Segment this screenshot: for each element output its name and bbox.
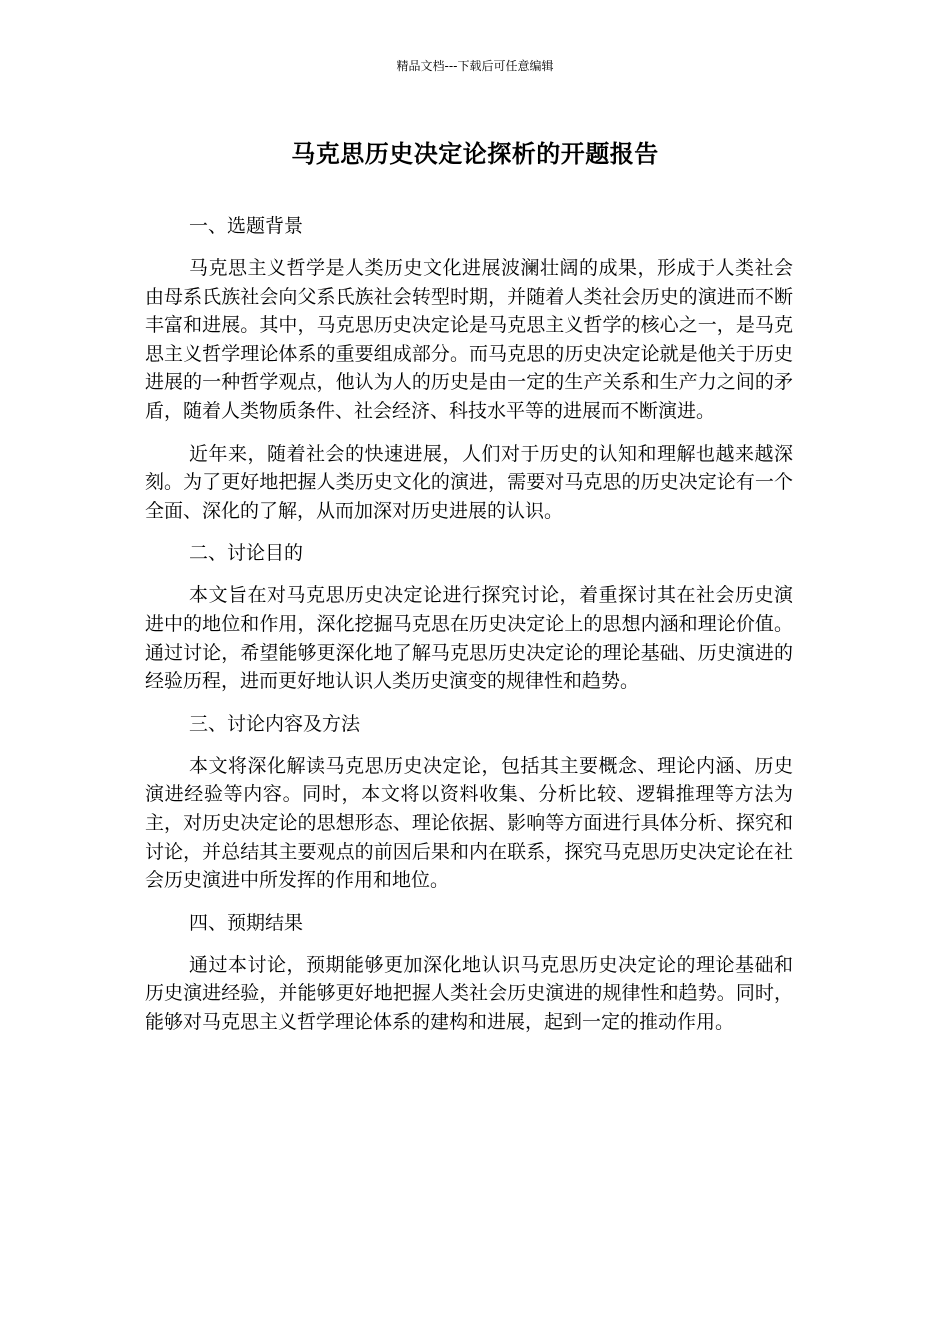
header-note: 精品文档---下载后可任意编辑 bbox=[396, 59, 554, 73]
section-heading-purpose: 二、讨论目的 bbox=[189, 542, 304, 565]
paragraph: 本文旨在对马克思历史决定论进行探究讨论，着重探讨其在社会历史演进中的地位和作用，深化挖掘马克思在历史决定论上的思想内涵和理论价值。通过讨论，希望能够更深化地了解马克思历史决定论的理论基础、历史演进的经验历程，进而更好地认识人类历史演变的规律性和趋势。 bbox=[145, 584, 793, 693]
document-title: 马克思历史决定论探析的开题报告 bbox=[291, 140, 659, 168]
paragraph: 近年来，随着社会的快速进展，人们对于历史的认知和理解也越来越深刻。为了更好地把握人类历史文化的演进，需要对马克思的历史决定论有一个全面、深化的了解，从而加深对历史进展的认识。 bbox=[145, 442, 793, 522]
paragraph: 通过本讨论，预期能够更加深化地认识马克思历史决定论的理论基础和历史演进经验，并能够更好地把握人类社会历史演进的规律性和趋势。同时，能够对马克思主义哲学理论体系的建构和进展，起到一定的推动作用。 bbox=[145, 953, 793, 1033]
paragraph: 马克思主义哲学是人类历史文化进展波澜壮阔的成果，形成于人类社会由母系氏族社会向父系氏族社会转型时期，并随着人类社会历史的演进而不断丰富和进展。其中，马克思历史决定论是马克思主义哲学的核心之一，是马克思主义哲学理论体系的重要组成部分。而马克思的历史决定论就是他关于历史进展的一种哲学观点，他认为人的历史是由一定的生产关系和生产力之间的矛盾，随着人类物质条件、社会经济、科技水平等的进展而不断演进。 bbox=[145, 257, 793, 422]
paragraph: 本文将深化解读马克思历史决定论，包括其主要概念、理论内涵、历史演进经验等内容。同时，本文将以资料收集、分析比较、逻辑推理等方法为主，对历史决定论的思想形态、理论依据、影响等方面进行具体分析、探究和讨论，并总结其主要观点的前因后果和内在联系，探究马克思历史决定论在社会历史演进中所发挥的作用和地位。 bbox=[145, 754, 793, 892]
section-heading-expected-results: 四、预期结果 bbox=[189, 911, 304, 934]
document-body bbox=[145, 212, 793, 1050]
section-heading-content-methods: 三、讨论内容及方法 bbox=[189, 712, 361, 735]
section-heading-background: 一、选题背景 bbox=[189, 215, 304, 237]
